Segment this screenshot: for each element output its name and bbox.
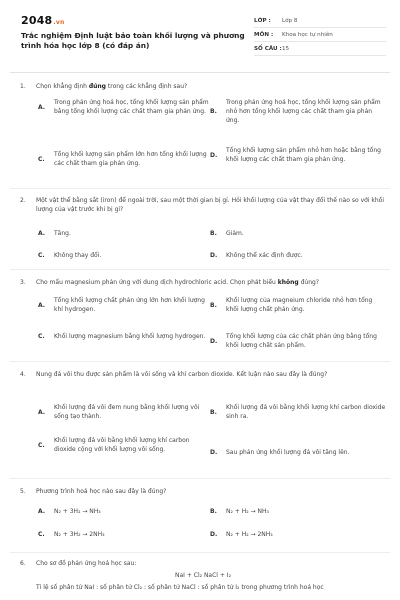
option-text: N₂ + 3H₂ → NH₃	[54, 508, 101, 515]
option-letter: B.	[210, 408, 217, 416]
option-b[interactable]	[210, 403, 386, 421]
option-letter: C.	[38, 252, 45, 259]
option-b[interactable]	[210, 229, 386, 238]
question-number: 2.	[20, 197, 26, 204]
header-divider	[10, 72, 390, 73]
stem-text: Cho mẩu magnesium phản ứng với dung dịch hydrochloric acid. Chọn phát biểu	[36, 279, 278, 286]
option-c[interactable]	[38, 251, 213, 260]
question-2	[20, 196, 386, 214]
option-letter: D.	[210, 151, 218, 159]
reaction-equation: NaI + Cl₂ NaCl + I₂	[175, 572, 231, 579]
option-a[interactable]	[38, 403, 213, 421]
option-text: Khối lượng magnesium bằng khối lượng hydrogen.	[54, 333, 206, 340]
option-c[interactable]	[38, 332, 213, 341]
option-text: Tổng khối lượng chất phản ứng lớn hơn khối lượng khí hydrogen.	[54, 297, 205, 313]
option-d[interactable]	[210, 251, 386, 260]
meta-row-count	[254, 42, 386, 56]
option-letter: A.	[38, 508, 46, 515]
option-a[interactable]	[38, 296, 213, 314]
option-a[interactable]	[38, 98, 213, 116]
option-text: N₂ + H₂ → 2NH₃	[226, 531, 273, 538]
option-letter: D.	[210, 337, 218, 345]
question-stem: Nung đá vôi thu được sản phẩm là vôi sống và khí carbon dioxide. Kết luận nào sau đây là đúng?	[36, 371, 328, 378]
question-6-tail	[36, 583, 388, 592]
question-divider	[10, 361, 390, 362]
option-d[interactable]	[210, 530, 386, 539]
meta-key: SỐ CÂU :	[254, 45, 282, 52]
option-letter: D.	[210, 449, 218, 456]
question-4	[20, 370, 386, 379]
meta-row-subject	[254, 28, 386, 42]
option-text: Không thể xác định được.	[226, 252, 303, 259]
option-letter: B.	[210, 230, 217, 237]
option-letter: D.	[210, 531, 218, 538]
meta-row-class	[254, 14, 386, 28]
meta-value: 15	[282, 45, 290, 52]
option-a[interactable]	[38, 229, 213, 238]
meta-value: Khoa học tự nhiên	[282, 31, 333, 38]
meta-table	[254, 14, 386, 56]
question-divider	[10, 552, 390, 553]
page-title: Trắc nghiệm Định luật bảo toàn khối lượng và phương trình hóa học lớp 8 (có đáp án)	[21, 31, 245, 50]
question-divider	[10, 269, 390, 270]
question-3	[20, 278, 386, 287]
option-b[interactable]	[210, 296, 386, 314]
option-letter: B.	[210, 301, 217, 309]
option-d[interactable]	[210, 146, 386, 164]
reaction-scheme	[20, 571, 386, 580]
meta-key: LỚP :	[254, 17, 271, 24]
question-number: 6.	[20, 560, 26, 567]
question-6	[20, 559, 386, 568]
option-letter: D.	[210, 252, 218, 259]
option-text: N₂ + 3H₂ → 2NH₃	[54, 531, 105, 538]
option-text: Tăng.	[54, 230, 71, 237]
stem-text: trong các khẳng định sau?	[105, 83, 188, 90]
question-stem: Cho sơ đồ phản ứng hoá học sau:	[36, 560, 137, 567]
option-text: Không thay đổi.	[54, 252, 102, 259]
question-stem	[36, 82, 386, 91]
option-text: Giảm.	[226, 230, 244, 237]
question-stem	[36, 278, 386, 287]
question-number: 1.	[20, 83, 26, 90]
stem-text: Chọn khẳng định	[36, 83, 89, 90]
option-c[interactable]	[38, 530, 213, 539]
option-letter: B.	[210, 108, 217, 115]
meta-value: Lớp 8	[282, 17, 298, 24]
question-1	[20, 82, 386, 91]
stem-text: đúng?	[298, 279, 319, 286]
option-text: Khối lượng của magneium chloride nhỏ hơn tổng khối lượng chất phản ứng.	[226, 297, 373, 313]
option-letter: C.	[38, 441, 45, 449]
option-text: Sau phản ứng khối lượng đá vôi tăng lên.	[226, 449, 350, 456]
option-c[interactable]	[38, 436, 213, 454]
stem-keyword: không	[277, 279, 299, 286]
option-b[interactable]	[210, 507, 386, 516]
option-text: N₂ + H₂ → NH₃	[226, 508, 269, 515]
question-number: 5.	[20, 488, 26, 495]
option-letter: C.	[38, 333, 45, 340]
question-number: 4.	[20, 371, 26, 378]
option-letter: C.	[38, 155, 45, 163]
option-letter: A.	[38, 230, 46, 237]
stem-keyword: đúng	[88, 83, 106, 90]
option-letter: A.	[38, 301, 46, 309]
question-number: 3.	[20, 279, 26, 286]
site-logo[interactable]	[21, 14, 64, 27]
option-text: Trong phản ứng hoá học, tổng khối lượng sản phẩm nhỏ hơn tổng khối lượng các chất tham gia phản ứng.	[226, 99, 381, 124]
option-text: Tổng khối lượng của các chất phản ứng bằng tổng khối lượng chất sản phẩm.	[226, 333, 377, 349]
logo-text: 2048	[21, 14, 53, 27]
question-stem: Một vật thể bằng sắt (iron) để ngoài trời, sau một thời gian bị gỉ. Hỏi khối lượng của vật thay đổi thế nào so với khối lượng của vật trước khi bị gỉ?	[36, 197, 384, 213]
option-text: Tổng khối lượng sản phẩm lớn hơn tổng khối lượng các chất tham gia phản ứng.	[54, 151, 207, 167]
option-letter: B.	[210, 508, 217, 515]
logo-suffix: .vn	[53, 19, 65, 26]
option-letter: A.	[38, 103, 46, 111]
option-text: Trong phản ứng hoá học, tổng khối lượng sản phẩm bằng tổng khối lượng các chất tham gia phản ứng.	[54, 99, 209, 115]
option-c[interactable]	[38, 150, 213, 168]
option-text: Khối lượng đá vôi đem nung bằng khối lượng vôi sống tạo thành.	[54, 404, 200, 420]
option-letter: C.	[38, 531, 45, 538]
option-text: Khối lượng đá vôi bằng khối lượng khí carbon dioxide sinh ra.	[226, 404, 386, 420]
option-b[interactable]	[210, 98, 386, 125]
option-letter: A.	[38, 408, 46, 416]
meta-key: MÔN :	[254, 31, 274, 38]
question-divider	[10, 188, 390, 189]
option-d[interactable]	[210, 448, 386, 457]
question-stem: Phương trình hoá học nào sau đây là đúng?	[36, 488, 167, 495]
question-divider	[10, 478, 390, 479]
option-a[interactable]	[38, 507, 213, 516]
option-text: Tổng khối lượng sản phẩm nhỏ hơn hoặc bằng tổng khối lượng các chất tham gia phản ứng.	[226, 147, 381, 163]
option-text: Khối lượng đá vôi bằng khối lượng khí carbon dioxide cộng với khối lượng vôi sống.	[54, 437, 190, 453]
option-d[interactable]	[210, 332, 386, 350]
question-5	[20, 487, 386, 496]
question-stem-continued: Tỉ lệ số phân tử NaI : số phân tử Cl₂ : số phân tử NaCl : số phân tử I₂ trong phương trình hoá học	[36, 584, 324, 591]
